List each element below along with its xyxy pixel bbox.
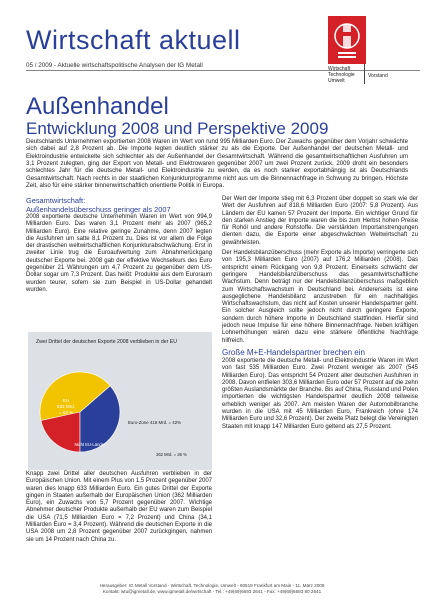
logo-line: Umwelt	[328, 78, 345, 84]
article-lead: Deutschlands Unternehmen exportierten 2008 Waren im Wert von rund 995 Milliarden Euro. Der Zuwachs gegenüber dem Vorjahr schwächte sich dabei auf 2,8 Prozent ab. Die Importe legten deutlich stärker zu als die Exporte. Der Außenhandel der deutschen Metall- und Elektroindustrie entwickelte sich schlechter als der Außenhandel der Gesamtwirtschaft. Während die gesamtwirtschaftlichen Ausfuhren um 3,1 Prozent zulegten, ging der Export von Metall- und Elektrowaren gegenüber 2007 um zwei Prozent zurück. 2009 droht ein besonders schlechtes Jahr für die deutsche Metall- und Elektroindustrie zu werden, da es noch starker exportabhängig ist als Deutschlands Gesamtwirtschaft. Nach rechts in der staatlichen Konjunkturprogramme nicht aus um die Binnennachfrage in Schwung zu bringen. Höchste Zeit, also für eine stärker binnenwirtschaftlich orientierte Politik in Europa.	[26, 138, 408, 190]
section-label: Gesamtwirtschaft:	[26, 196, 86, 205]
publication-subtitle: 05 / 2009 - Aktuelle wirtschaftspolitische Analysen der IG Metall	[26, 62, 203, 69]
section-heading: Außenhandelsüberschuss geringer als 2007	[26, 205, 171, 214]
body-paragraph: Knapp zwei Drittel aller deutschen Ausfuhren verblieben in der Europäischen Union. Mit einem Plus von 1,5 Prozent gegenüber 2007 waren dies knapp 633 Milliarden Euro. Ein gutes Drittel der Exporte gingen in Staaten außerhalb der Europäischen Union (362 Milliarden Euro), ein Zuwachs von 5,7 Prozent gegenüber 2007. Wichtige Abnehmer deutscher Produkte außerhalb der EU waren zum Beispiel die USA (71,5 Milliarden Euro = 7,2 Prozent) und China (34,1 Milliarden Euro = 3,4 Prozent). Während die deutschen Exporte in die USA 2008 um 2,8 Prozent gegenüber 2007 zurückgingen, nahmen sie um 14 Prozent nach China zu.	[26, 471, 212, 543]
logo-line: Technologie	[328, 72, 355, 78]
article-subtitle: Entwicklung 2008 und Perspektive 2009	[26, 119, 329, 138]
pie-label-non-eu: Nicht EU-Länder	[74, 442, 106, 447]
body-paragraph: 2008 exportierte deutsche Unternehmen Waren im Wert von 994,9 Milliarden Euro. Das waren 3,1 Prozent mehr als 2007 (965,2 Milliarden Euro). Eine relative geringe Zunahme, denn 2007 legten die Ausfuhren um satte 8,1 Prozent zu. Dies ist vor allem die Folge der drastischen weltwirtschaftlichen Konjunkturabschwächung. Erst in zweiter Linie trug die Euroaufwertung zum Abnahmerückgang deutscher Exporte bei. 2008 gab der effektive Wechselkurs des Euro gegenüber 21 Währungen um 4,7 Prozent zu gegenüber dem US-Dollar sogar um 7,3 Prozent. Das heißt: Produkte aus dem Euroraum wurden teurer, sofern sie zum Beispiel in US-Dollar gehandelt wurden.	[26, 214, 212, 293]
section-heading: Große M+E-Handelspartner brechen ein	[222, 347, 365, 357]
page-footer	[32, 583, 392, 595]
logo-line: Wirtschaft	[328, 66, 351, 72]
left-column	[26, 196, 212, 294]
chart-title: Zwei Drittel der deutschen Exporte 2008 verblieben in der EU	[36, 339, 178, 345]
pie-label-eu: EU	[62, 398, 70, 403]
body-paragraph: Der Handelsbilanzüberschuss (mehr Exporte als Importe) verringerte sich von 195,3 Milliarden Euro (2007) auf 176,2 Milliarden (2008). Das entspricht einem Rückgang von 9,8 Prozent. Einerseits schwächt der geringere Handelsbilanzüberschuss das gesamtwirtschaftliche Wachstum. Denn beträgt nur der Handelsbilanzüberschuss maßgeblich zum Wirtschaftswachstum in Deutschland bei. Andererseits ist eine ausgeglichene Handelsbilanz anzustreben für ein nachhaltiges Wirtschaftswachstum, das nicht auf Kosten unserer Handelspartner geht. Ein solcher Ausgleich sollte jedoch nicht durch geringere Exporte, sondern durch höhere Importe in Deutschland stattfinden. Hierfür sind jedoch neue Impulse für eine höhere Binnennachfrage. Neben kräftigen Lohnerhöhungen wären dazu eine stärkere öffentliche Nachfrage hilfreich.	[222, 250, 418, 344]
logo-vorstand: Vorstand	[368, 73, 388, 79]
pie-label-eu: 633 Mrd.	[56, 404, 76, 409]
pie-label-eu: = 63 %	[58, 410, 74, 415]
article-title: Außenhandel	[26, 93, 169, 120]
body-paragraph: Der Wert der Importe stieg mit 6,3 Prozent über doppelt so stark wie der Wert der Ausfuhren auf 818,6 Milliarden Euro (2007: 5,8 Prozent). Aus Ländern der EU kamen 57 Prozent der Importe. Ein wichtiger Grund für den starken Anstieg der Importe waren die bis zum Herbst hohen Preise für Rohöl und andere Rohstoffe. Die verstärkten Importanstrengungen dienten dazu, die Exporte einer abgeschwächten Weltwirtschaft zu gewährleisten.	[222, 196, 418, 246]
footer-contact: Kontakt: wtu@igmetall.de, www.igmetall.de/wirtschaft - Tel.: +49(69)6693 2641 - Fax: +49(69)6693 80 2641	[102, 589, 322, 594]
logo-separator	[364, 64, 365, 84]
body-paragraph: 2008 exportierte die deutsche Metall- und Elektroindustrie Waren im Wert von fast 535 Milliarden Euro. Zwei Prozent weniger als 2007 (545 Milliarden Euro). Das entspricht 54 Prozent aller deutschen Ausfuhren in 2008. Davon entfielen 303,6 Milliarden Euro oder 57 Prozent auf die zehn größten Auslandsmärkte der Branche. Bis auf China, Russland und Polen importierten die wichtigsten Handelspartner deutlich 2008 teilweise erheblich weniger als 2007. Am meisten Waren der Automobilbranche wurden in die USA mit 45 Milliarden Euro, Frankreich (ohne 174 Milliarden Euro und 32,6 Prozent). Der zweite Platz belegt die Vereinigten Staaten mit knapp 147 Milliarden Euro geltend als 27,5 Prozent.	[222, 357, 418, 430]
footer-publisher: Herausgeber: IG Metall Vorstand - Wirtschaft, Technologie, Umwelt - 60519 Frankfurt am Main - 11. März 2009	[99, 583, 325, 588]
pie-chart-canvas	[28, 332, 212, 470]
header-divider	[26, 70, 420, 71]
export-pie-chart	[28, 332, 212, 470]
logo-department-text	[328, 66, 355, 84]
ig-metall-emblem-icon	[328, 16, 366, 64]
right-column	[222, 196, 418, 431]
left-column-lower	[26, 471, 212, 544]
ig-metall-logo	[328, 16, 366, 64]
pie-label-non-eu: 362 Mrd. = 36 %	[156, 452, 187, 457]
publication-title: Wirtschaft aktuell	[26, 25, 241, 55]
pie-label-euro-zone: Euro-Zone 418 Mrd. = 42%	[128, 420, 182, 425]
